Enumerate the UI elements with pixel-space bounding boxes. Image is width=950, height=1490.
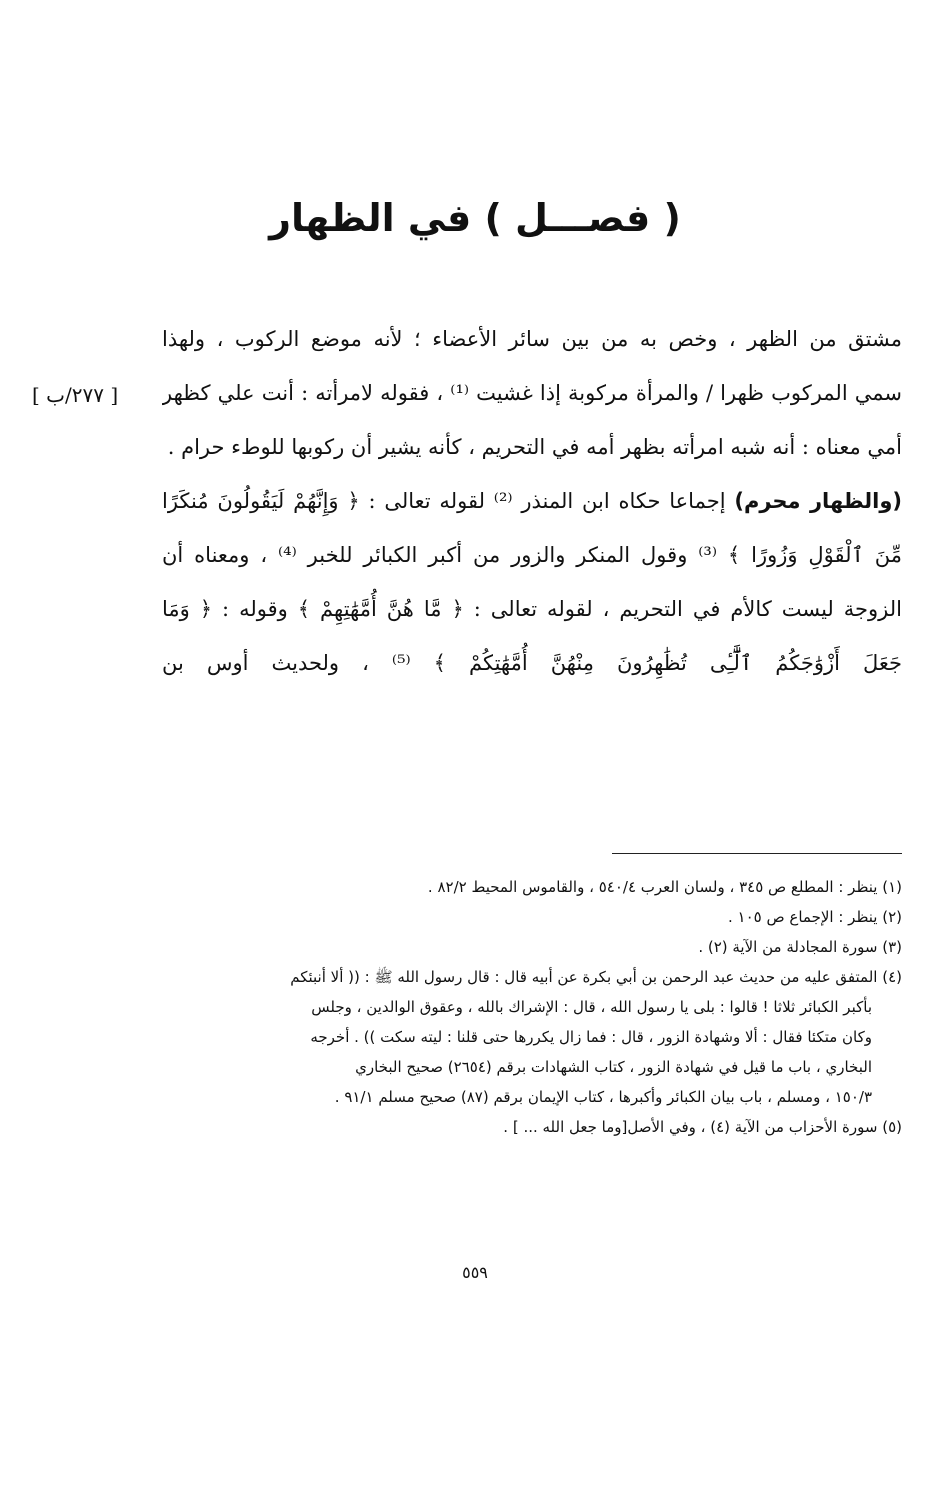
footnote-3: (٣) سورة المجادلة من الآية (٢) . — [698, 938, 902, 956]
section-heading: ( فصـــل ) في الظهار — [269, 196, 681, 240]
page-number: ٥٥٩ — [462, 1263, 488, 1282]
text-line-2: سمي المركوب ظهرا / والمرأة مركوبة إذا غشيت ⁽¹⁾ ، فقوله لامرأته : أنت علي كظهر — [162, 381, 902, 405]
text-line-4-rest: إجماعا حكاه ابن المنذر ⁽²⁾ لقوله تعالى : ﴿ وَإِنَّهُمْ لَيَقُولُونَ مُنكَرًا — [162, 489, 735, 513]
text-line-6: الزوجة ليست كالأم في التحريم ، لقوله تعالى : ﴿ مَّا هُنَّ أُمَّهَٰتِهِمْ ﴾ وقوله : ﴿ وَمَا — [162, 597, 902, 621]
footnote-4-line-3: وكان متكئا فقال : ألا وشهادة الزور ، قال : فما زال يكررها حتى قلنا : ليته سكت )) . أخرجه — [310, 1028, 872, 1046]
main-text — [162, 312, 902, 690]
footnote-2: (٢) ينظر : الإجماع ص ١٠٥ . — [728, 908, 902, 926]
text-line-5: مِّنَ ٱلْقَوْلِ وَزُورًا ﴾ ⁽³⁾ وقول المنكر والزور من أكبر الكبائر للخبر ⁽⁴⁾ ، ومعناه أن — [162, 543, 902, 567]
text-line-3: أمي معناه : أنه شبه امرأته بظهر أمه في التحريم ، كأنه يشير أن ركوبها للوطء حرام . — [167, 435, 902, 459]
text-line-7: جَعَلَ أَزْوَٰجَكُمُ ٱلَّٰٓـِٔى تُظَٰهِرُونَ مِنْهُنَّ أُمَّهَٰتِكُمْ ﴾ ⁽⁵⁾ ، ولحديث أوس بن — [162, 651, 902, 675]
footnote-4-line-1: (٤) المتفق عليه من حديث عبد الرحمن بن أبي بكرة عن أبيه قال : قال رسول الله ﷺ : (( ألا أنبئكم — [290, 968, 902, 986]
footnote-5: (٥) سورة الأحزاب من الآية (٤) ، وفي الأصل[وما جعل الله ... ] . — [503, 1118, 902, 1136]
text-line-4 — [162, 474, 902, 528]
bold-term: (والظهار محرم) — [734, 489, 902, 513]
footnote-separator — [612, 853, 902, 854]
footnote-4-line-5: ١٥٠/٣ ، ومسلم ، باب بيان الكبائر وأكبرها ، كتاب الإيمان برقم (٨٧) صحيح مسلم ٩١/١ . — [334, 1088, 872, 1106]
text-line-1: مشتق من الظهر ، وخص به من بين سائر الأعضاء ؛ لأنه موضع الركوب ، ولهذا — [162, 327, 902, 351]
footnote-4-line-2: بأكبر الكبائر ثلاثا ! قالوا : بلى يا رسول الله ، قال : الإشراك بالله ، وعقوق الوالدين ، وجلس — [311, 998, 872, 1016]
manuscript-folio-marker: [ ٢٧٧/ب ] — [32, 383, 119, 407]
footnotes — [160, 872, 902, 1142]
footnote-1: (١) ينظر : المطلع ص ٣٤٥ ، ولسان العرب ٥٤٠/٤ ، والقاموس المحيط ٨٢/٢ . — [427, 878, 902, 896]
footnote-4-line-4: البخاري ، باب ما قيل في شهادة الزور ، كتاب الشهادات برقم (٢٦٥٤) صحيح البخاري — [355, 1058, 872, 1076]
